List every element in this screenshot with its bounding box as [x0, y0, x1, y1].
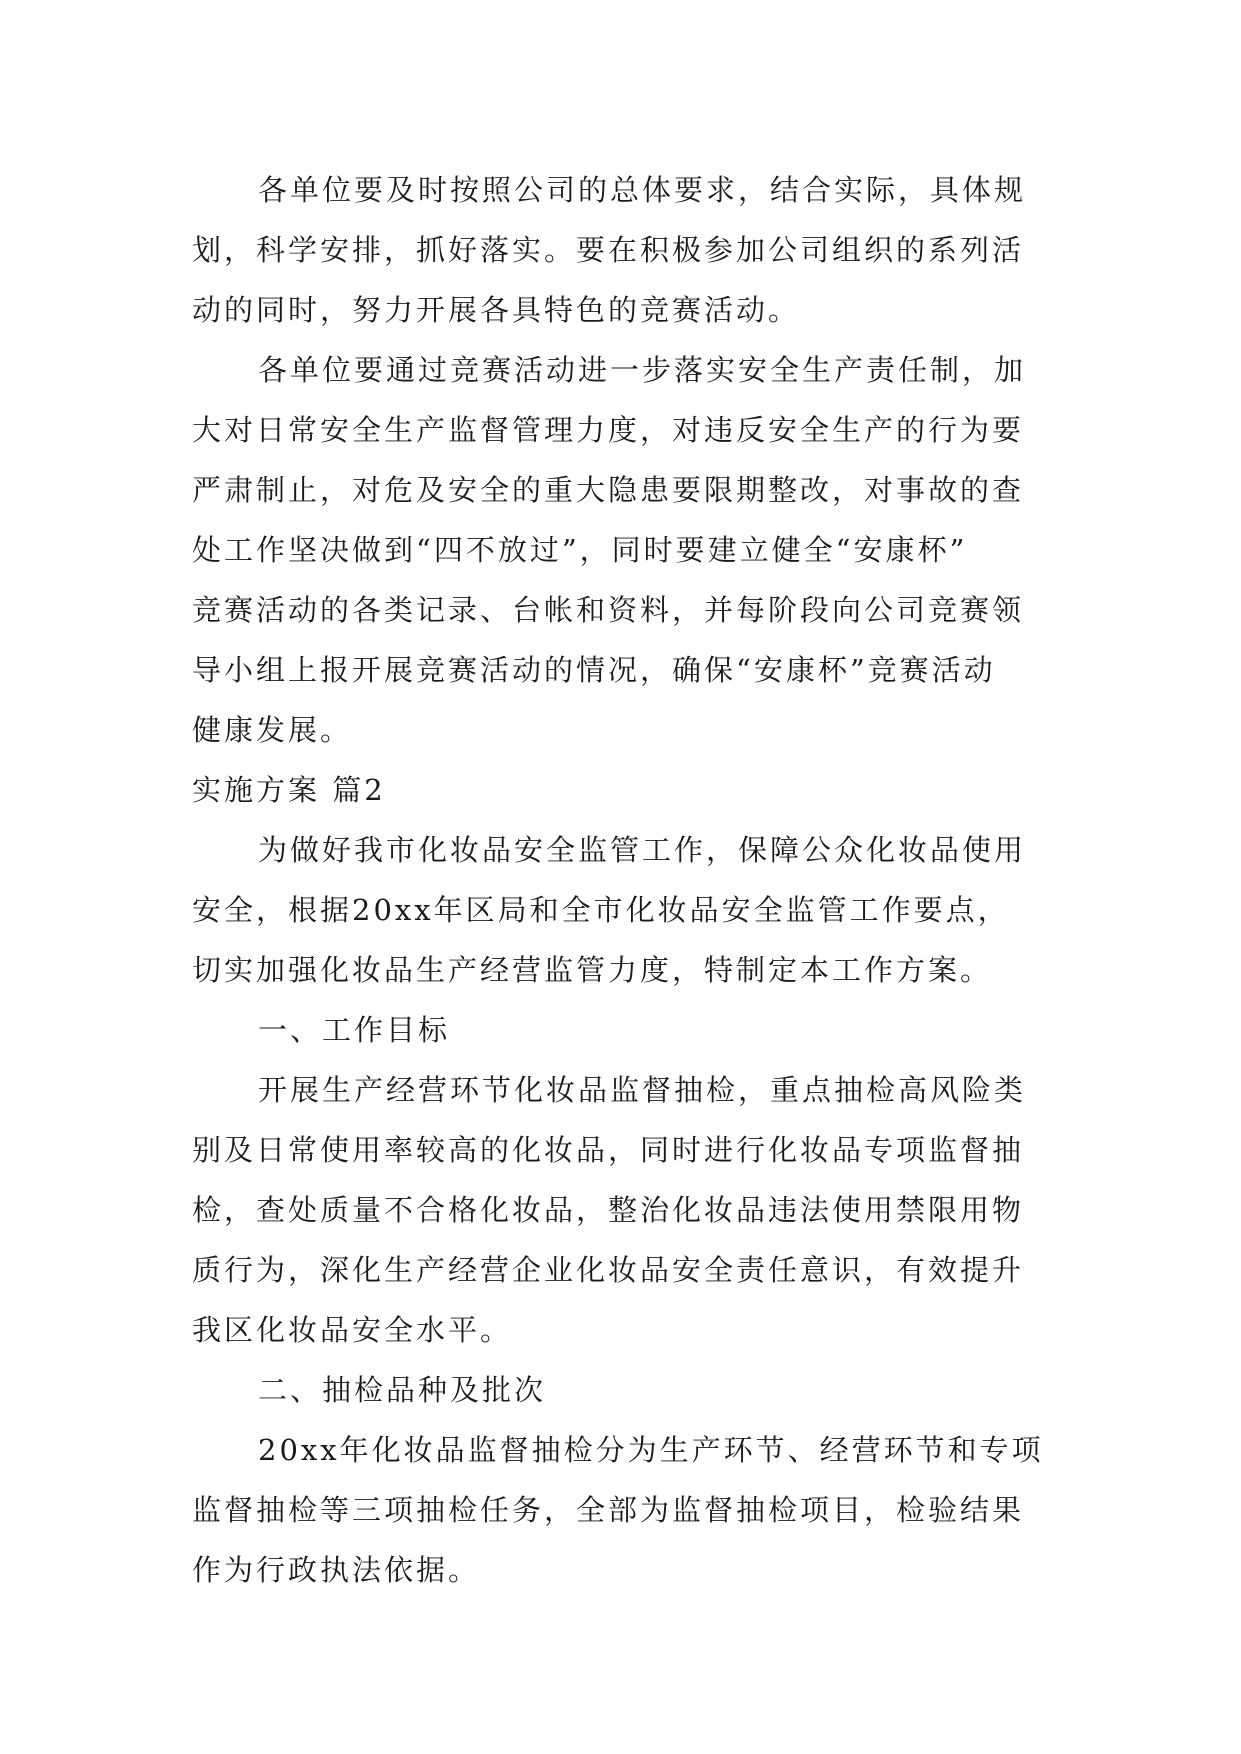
subheading-sampling: 二、抽检品种及批次	[258, 1373, 547, 1407]
paragraph-line: 健康发展。	[192, 713, 353, 747]
paragraph-line: 监督抽检等三项抽检任务，全部为监督抽检项目，检验结果	[192, 1493, 1025, 1527]
paragraph-line: 作为行政执法依据。	[192, 1553, 481, 1587]
paragraph-line: 20xx年化妆品监督抽检分为生产环节、经营环节和专项	[258, 1433, 1044, 1467]
paragraph-line: 为做好我市化妆品安全监管工作，保障公众化妆品使用	[258, 833, 1027, 867]
paragraph-line: 开展生产经营环节化妆品监督抽检，重点抽检高风险类	[258, 1073, 1027, 1107]
paragraph-line: 检，查处质量不合格化妆品，整治化妆品违法使用禁限用物	[192, 1193, 1025, 1227]
paragraph-line: 我区化妆品安全水平。	[192, 1313, 513, 1347]
paragraph-line: 导小组上报开展竞赛活动的情况，确保“安康杯”竞赛活动	[192, 653, 996, 687]
paragraph-line: 大对日常安全生产监督管理力度，对违反安全生产的行为要	[192, 413, 1025, 447]
paragraph-line: 安全，根据20xx年区局和全市化妆品安全监管工作要点，	[192, 893, 1010, 927]
paragraph-line: 各单位要及时按照公司的总体要求，结合实际，具体规	[258, 173, 1027, 207]
subheading-goals: 一、工作目标	[258, 1013, 451, 1047]
paragraph-line: 切实加强化妆品生产经营监管力度，特制定本工作方案。	[192, 953, 993, 987]
paragraph-line: 别及日常使用率较高的化妆品，同时进行化妆品专项监督抽	[192, 1133, 1025, 1167]
paragraph-line: 竞赛活动的各类记录、台帐和资料，并每阶段向公司竞赛领	[192, 593, 1025, 627]
paragraph-line: 划，科学安排，抓好落实。要在积极参加公司组织的系列活	[192, 233, 1025, 267]
document-body	[192, 160, 1062, 1600]
section-heading: 实施方案 篇2	[192, 773, 386, 807]
paragraph-line: 严肃制止，对危及安全的重大隐患要限期整改，对事故的查	[192, 473, 1025, 507]
paragraph-line: 质行为，深化生产经营企业化妆品安全责任意识，有效提升	[192, 1253, 1025, 1287]
paragraph-line: 动的同时，努力开展各具特色的竞赛活动。	[192, 293, 801, 327]
paragraph-line: 各单位要通过竞赛活动进一步落实安全生产责任制，加	[258, 353, 1027, 387]
paragraph-line: 处工作坚决做到“四不放过”，同时要建立健全“安康杯”	[192, 533, 968, 567]
